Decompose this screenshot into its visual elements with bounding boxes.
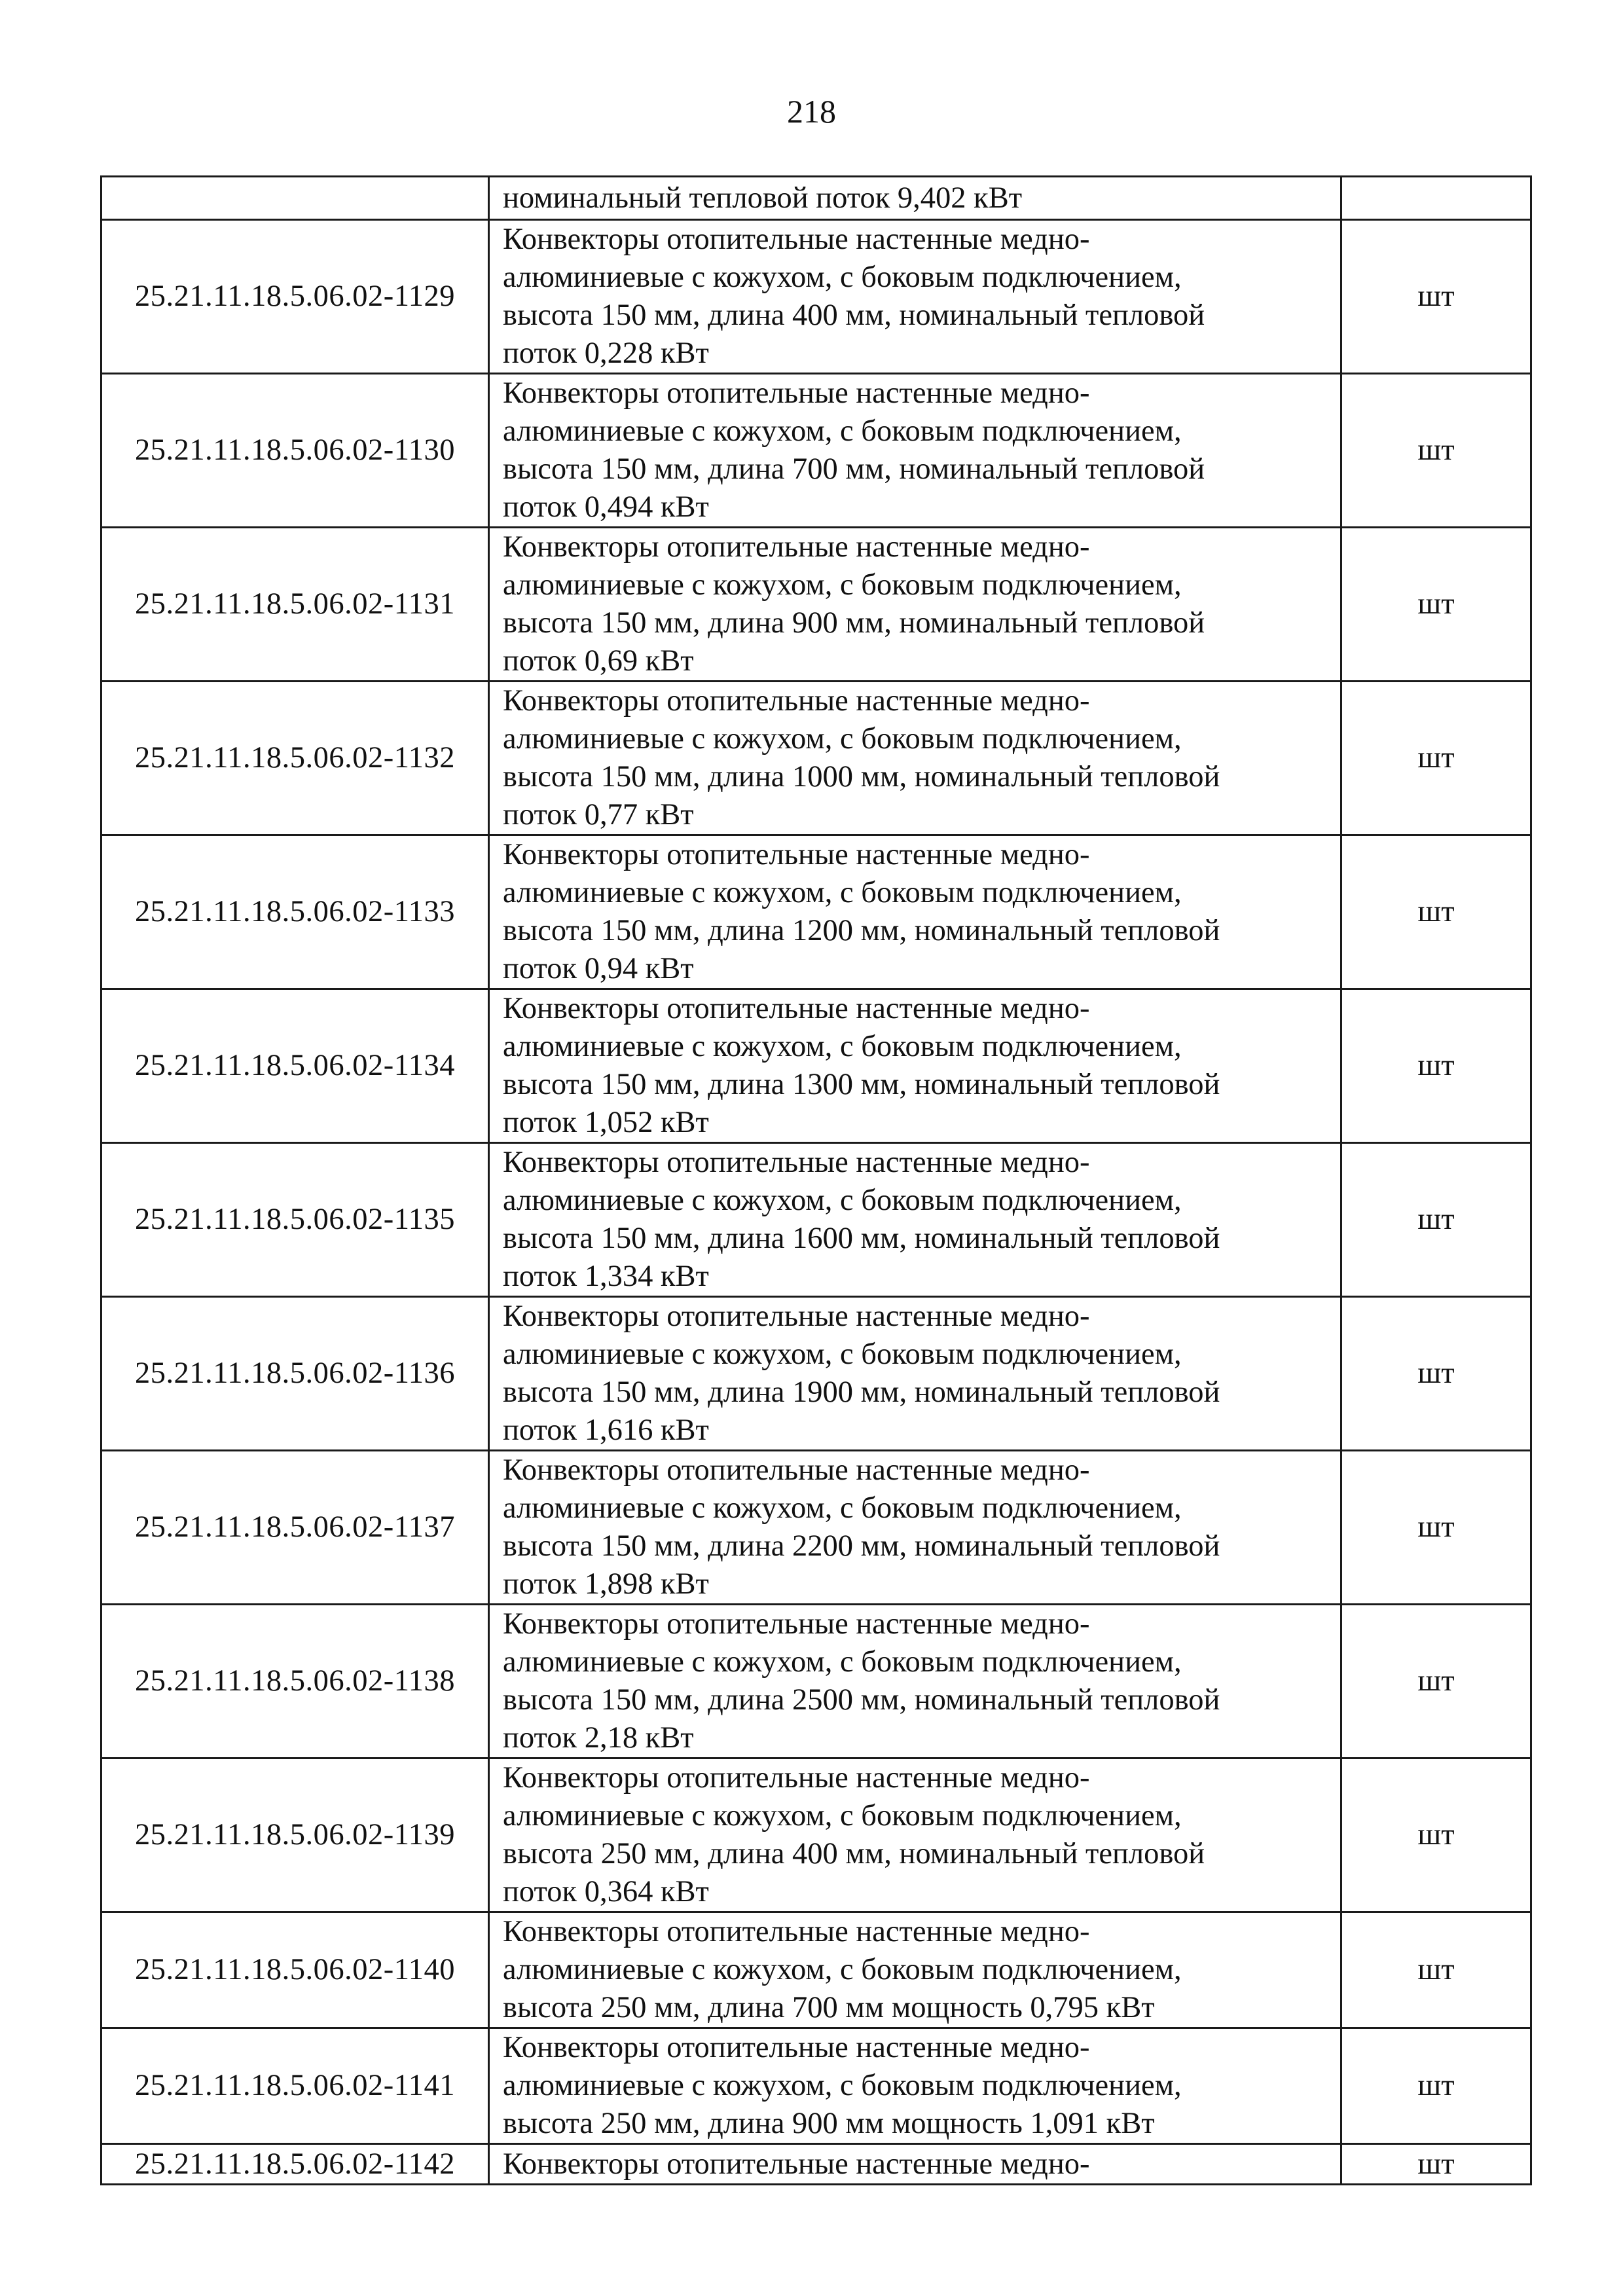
description-line: поток 0,364 кВт [503, 1875, 709, 1908]
description-line: высота 250 мм, длина 700 мм мощность 0,795 кВт [503, 1991, 1155, 2024]
description-line: высота 150 мм, длина 1600 мм, номинальный тепловой [503, 1222, 1220, 1255]
table-row [101, 1297, 1531, 1451]
description-cell [489, 1912, 1341, 2028]
description-cell [489, 1605, 1341, 1758]
resource-code-cell: 25.21.11.18.5.06.02-1131 [101, 528, 489, 682]
unit-cell: шт [1341, 1605, 1531, 1758]
description-line: Конвекторы отопительные настенные медно- [503, 1607, 1090, 1641]
unit-cell: шт [1341, 374, 1531, 528]
table-row [101, 1451, 1531, 1605]
description-line: алюминиевые с кожухом, с боковым подключением, [503, 1953, 1182, 1986]
resource-catalog-table [100, 175, 1532, 2185]
description-line: Конвекторы отопительные настенные медно- [503, 2031, 1090, 2064]
description-cell [489, 835, 1341, 989]
description-line: Конвекторы отопительные настенные медно- [503, 992, 1090, 1025]
description-line: высота 250 мм, длина 400 мм, номинальный тепловой [503, 1837, 1205, 1870]
description-line: алюминиевые с кожухом, с боковым подключением, [503, 261, 1182, 294]
table-row [101, 1758, 1531, 1912]
description-line: номинальный тепловой поток 9,402 кВт [503, 181, 1023, 215]
description-cell [489, 989, 1341, 1143]
description-line: алюминиевые с кожухом, с боковым подключением, [503, 1799, 1182, 1832]
description-line: алюминиевые с кожухом, с боковым подключением, [503, 1338, 1182, 1371]
table-row [101, 1912, 1531, 2028]
table-row [101, 1143, 1531, 1297]
description-line: алюминиевые с кожухом, с боковым подключением, [503, 722, 1182, 756]
unit-cell: шт [1341, 220, 1531, 374]
table-row [101, 528, 1531, 682]
resource-code-cell: 25.21.11.18.5.06.02-1134 [101, 989, 489, 1143]
description-line: высота 150 мм, длина 1900 мм, номинальный тепловой [503, 1376, 1220, 1409]
table-row [101, 1605, 1531, 1758]
unit-cell: шт [1341, 989, 1531, 1143]
description-line: поток 0,69 кВт [503, 644, 694, 678]
description-line: Конвекторы отопительные настенные медно- [503, 1146, 1090, 1179]
description-line: Конвекторы отопительные настенные медно- [503, 1453, 1090, 1487]
resource-code-cell: 25.21.11.18.5.06.02-1137 [101, 1451, 489, 1605]
resource-code-cell: 25.21.11.18.5.06.02-1129 [101, 220, 489, 374]
description-line: Конвекторы отопительные настенные медно- [503, 376, 1090, 410]
table-row [101, 682, 1531, 835]
description-line: алюминиевые с кожухом, с боковым подключением, [503, 1184, 1182, 1217]
catalog-body [101, 177, 1531, 2185]
description-cell [489, 2144, 1341, 2185]
table-row-continuation [101, 177, 1531, 220]
description-line: Конвекторы отопительные настенные медно- [503, 1300, 1090, 1333]
description-line: Конвекторы отопительные настенные медно- [503, 1915, 1090, 1948]
description-cell [489, 2028, 1341, 2144]
unit-cell: шт [1341, 1143, 1531, 1297]
resource-code-cell: 25.21.11.18.5.06.02-1142 [101, 2144, 489, 2185]
resource-code-cell: 25.21.11.18.5.06.02-1133 [101, 835, 489, 989]
resource-code-cell: 25.21.11.18.5.06.02-1140 [101, 1912, 489, 2028]
description-cell [489, 1143, 1341, 1297]
description-line: поток 2,18 кВт [503, 1721, 694, 1755]
description-line: высота 150 мм, длина 1000 мм, номинальный тепловой [503, 760, 1220, 793]
description-cell [489, 1297, 1341, 1451]
unit-cell: шт [1341, 1297, 1531, 1451]
description-cell [489, 1758, 1341, 1912]
description-line: поток 0,494 кВт [503, 490, 709, 524]
resource-code-cell: 25.21.11.18.5.06.02-1141 [101, 2028, 489, 2144]
description-line: высота 150 мм, длина 1200 мм, номинальный тепловой [503, 914, 1220, 947]
description-cell [489, 374, 1341, 528]
description-line: алюминиевые с кожухом, с боковым подключением, [503, 2069, 1182, 2102]
description-line: поток 1,052 кВт [503, 1106, 709, 1139]
description-line: высота 150 мм, длина 1300 мм, номинальный тепловой [503, 1068, 1220, 1101]
description-line: высота 150 мм, длина 900 мм, номинальный тепловой [503, 606, 1205, 640]
description-line: Конвекторы отопительные настенные медно- [503, 684, 1090, 718]
resource-code-cell: 25.21.11.18.5.06.02-1132 [101, 682, 489, 835]
table-row [101, 2028, 1531, 2144]
description-line: Конвекторы отопительные настенные медно- [503, 838, 1090, 871]
table-row [101, 989, 1531, 1143]
resource-code-cell [101, 177, 489, 220]
description-line: алюминиевые с кожухом, с боковым подключением, [503, 1491, 1182, 1525]
resource-code-cell: 25.21.11.18.5.06.02-1136 [101, 1297, 489, 1451]
description-cell [489, 1451, 1341, 1605]
description-line: поток 0,77 кВт [503, 798, 694, 831]
table-row [101, 374, 1531, 528]
resource-code-cell: 25.21.11.18.5.06.02-1135 [101, 1143, 489, 1297]
description-cell [489, 528, 1341, 682]
unit-cell: шт [1341, 2144, 1531, 2185]
description-line: высота 150 мм, длина 2500 мм, номинальный тепловой [503, 1683, 1220, 1717]
resource-code-cell: 25.21.11.18.5.06.02-1139 [101, 1758, 489, 1912]
description-line: Конвекторы отопительные настенные медно- [503, 2147, 1090, 2181]
table-row [101, 220, 1531, 374]
description-line: алюминиевые с кожухом, с боковым подключением, [503, 1645, 1182, 1679]
unit-cell: шт [1341, 835, 1531, 989]
description-line: Конвекторы отопительные настенные медно- [503, 1761, 1090, 1795]
description-line: Конвекторы отопительные настенные медно- [503, 530, 1090, 564]
description-line: поток 1,616 кВт [503, 1413, 709, 1447]
unit-cell: шт [1341, 528, 1531, 682]
description-cell [489, 220, 1341, 374]
unit-cell: шт [1341, 1451, 1531, 1605]
description-line: алюминиевые с кожухом, с боковым подключением, [503, 1030, 1182, 1063]
unit-cell: шт [1341, 1912, 1531, 2028]
unit-cell: шт [1341, 682, 1531, 835]
unit-cell: шт [1341, 2028, 1531, 2144]
description-line: алюминиевые с кожухом, с боковым подключением, [503, 876, 1182, 909]
description-line: высота 150 мм, длина 2200 мм, номинальный тепловой [503, 1529, 1220, 1563]
description-line: поток 1,898 кВт [503, 1567, 709, 1601]
unit-cell: шт [1341, 1758, 1531, 1912]
page-number: 218 [787, 93, 836, 130]
description-line: поток 1,334 кВт [503, 1260, 709, 1293]
resource-code-cell: 25.21.11.18.5.06.02-1138 [101, 1605, 489, 1758]
resource-code-cell: 25.21.11.18.5.06.02-1130 [101, 374, 489, 528]
description-line: высота 150 мм, длина 700 мм, номинальный тепловой [503, 452, 1205, 486]
description-line: поток 0,228 кВт [503, 337, 709, 370]
description-line: Конвекторы отопительные настенные медно- [503, 223, 1090, 256]
description-line: поток 0,94 кВт [503, 952, 694, 985]
description-line: алюминиевые с кожухом, с боковым подключением, [503, 414, 1182, 448]
description-line: высота 150 мм, длина 400 мм, номинальный тепловой [503, 299, 1205, 332]
unit-cell [1341, 177, 1531, 220]
description-line: алюминиевые с кожухом, с боковым подключением, [503, 568, 1182, 602]
table-row [101, 835, 1531, 989]
table-row [101, 2144, 1531, 2185]
description-cell [489, 682, 1341, 835]
description-line: высота 250 мм, длина 900 мм мощность 1,091 кВт [503, 2107, 1155, 2140]
description-cell [489, 177, 1341, 220]
